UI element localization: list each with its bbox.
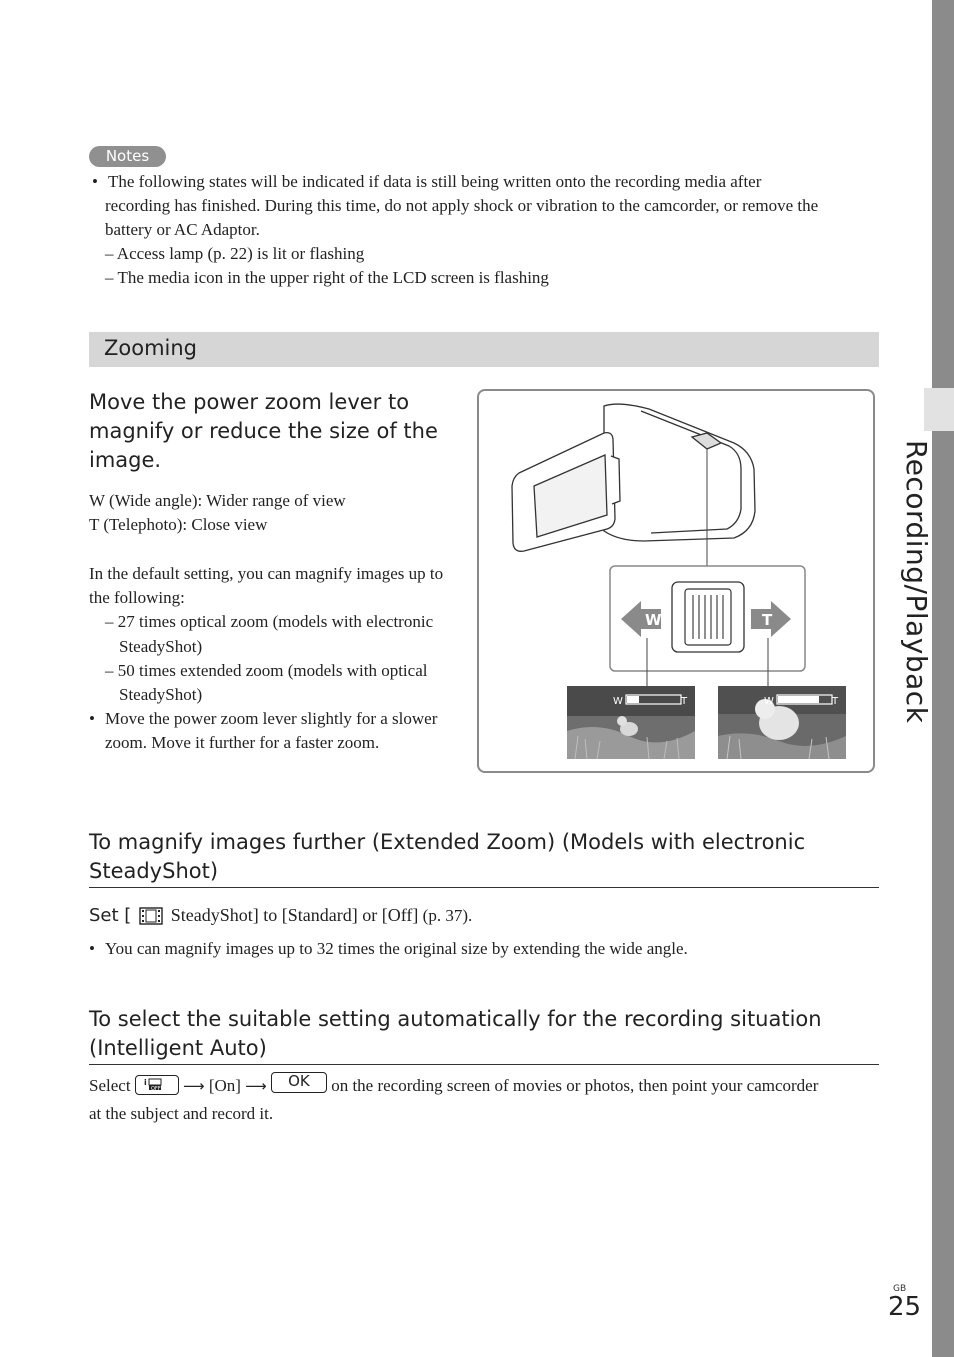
after-ok-text: on the recording screen of movies or photos, then point your camcorder — [331, 1076, 819, 1095]
notes-line-1: • The following states will be indicated if data is still being written onto the recording media after — [108, 170, 761, 194]
region-code: GB — [893, 1284, 907, 1294]
section-tab-label: Recording/Playback — [900, 440, 933, 724]
heading-rule-2 — [89, 1064, 879, 1065]
intelligent-auto-heading-2: (Intelligent Auto) — [89, 1036, 267, 1060]
film-icon — [139, 907, 163, 925]
zoom-bullet — [105, 707, 437, 731]
thumb-tele-w: W — [764, 696, 774, 707]
tele-thumbnail — [718, 686, 846, 759]
set-rest: SteadyShot] to [Standard] or [Off] — [170, 905, 419, 925]
thumb-wide-t: T — [681, 696, 688, 707]
thumb-wide-w: W — [613, 696, 623, 707]
default-intro: In the default setting, you can magnify images up to the following: — [89, 564, 444, 607]
lever-t-label: T — [762, 611, 773, 629]
thumb-tele-t: T — [832, 696, 839, 707]
notes-line-3: battery or AC Adaptor. — [105, 220, 260, 239]
intelligent-auto-button-icon[interactable] — [135, 1075, 179, 1095]
intelligent-auto-heading-1: To select the suitable setting automatically for the recording situation — [89, 1007, 822, 1031]
page-number: 25 — [888, 1292, 922, 1322]
zoom-bullet-line-1: • Move the power zoom lever slightly for a slower — [105, 709, 437, 728]
steadyshot-instruction — [89, 903, 472, 928]
arrow-right-icon: ⟶ — [183, 1077, 205, 1095]
select-label: Select — [89, 1076, 131, 1095]
svg-text:OFF: OFF — [150, 1086, 161, 1093]
set-ref: (p. 37). — [418, 906, 473, 925]
wide-thumbnail — [567, 686, 695, 759]
section-bar — [89, 332, 879, 367]
set-prefix: Set [ — [89, 905, 132, 926]
side-tab-marker — [924, 388, 954, 431]
extended-zoom-heading-2: SteadyShot) — [89, 859, 219, 883]
zoom-bullet-line-2: zoom. Move it further for a faster zoom. — [105, 733, 380, 752]
notes-dash-2: – The media icon in the upper right of the LCD screen is flashing — [105, 268, 549, 287]
lever-w-label: W — [645, 611, 662, 629]
on-label: [On] — [208, 1076, 241, 1095]
side-band — [932, 0, 954, 1357]
svg-text:i: i — [143, 1078, 147, 1088]
zoom-illustration — [477, 389, 875, 773]
zoom-heading: Move the power zoom lever to magnify or reduce the size of the image. — [89, 390, 438, 472]
extended-zoom-bullet — [105, 937, 688, 961]
camcorder-illustration — [479, 391, 873, 771]
ok-button[interactable]: OK — [271, 1072, 327, 1093]
t-description: T (Telephoto): Close view — [89, 515, 268, 534]
notes-badge: Notes — [89, 146, 166, 167]
extended-zoom-heading-1: To magnify images further (Extended Zoom) (Models with electronic — [89, 830, 806, 854]
intelligent-auto-line-2: at the subject and record it. — [89, 1104, 274, 1123]
zoom-item-1a: – 27 times optical zoom (models with electronic — [105, 612, 434, 631]
extended-zoom-bullet-text: • You can magnify images up to 32 times the original size by extending the wide angle. — [105, 939, 688, 958]
w-description: W (Wide angle): Wider range of view — [89, 491, 346, 510]
zoom-item-2b: SteadyShot) — [119, 685, 203, 704]
zoom-item-2a: – 50 times extended zoom (models with optical — [105, 661, 428, 680]
arrow-right-icon: ⟶ — [245, 1077, 267, 1095]
notes-dash-1: – Access lamp (p. 22) is lit or flashing — [105, 244, 365, 263]
notes-line-2: recording has finished. During this time, do not apply shock or vibration to the camcorder, or remove the — [105, 196, 819, 215]
heading-rule — [89, 887, 879, 888]
intelligent-auto-instruction — [89, 1071, 819, 1098]
zoom-item-1b: SteadyShot) — [119, 637, 203, 656]
section-title: Zooming — [104, 336, 198, 360]
